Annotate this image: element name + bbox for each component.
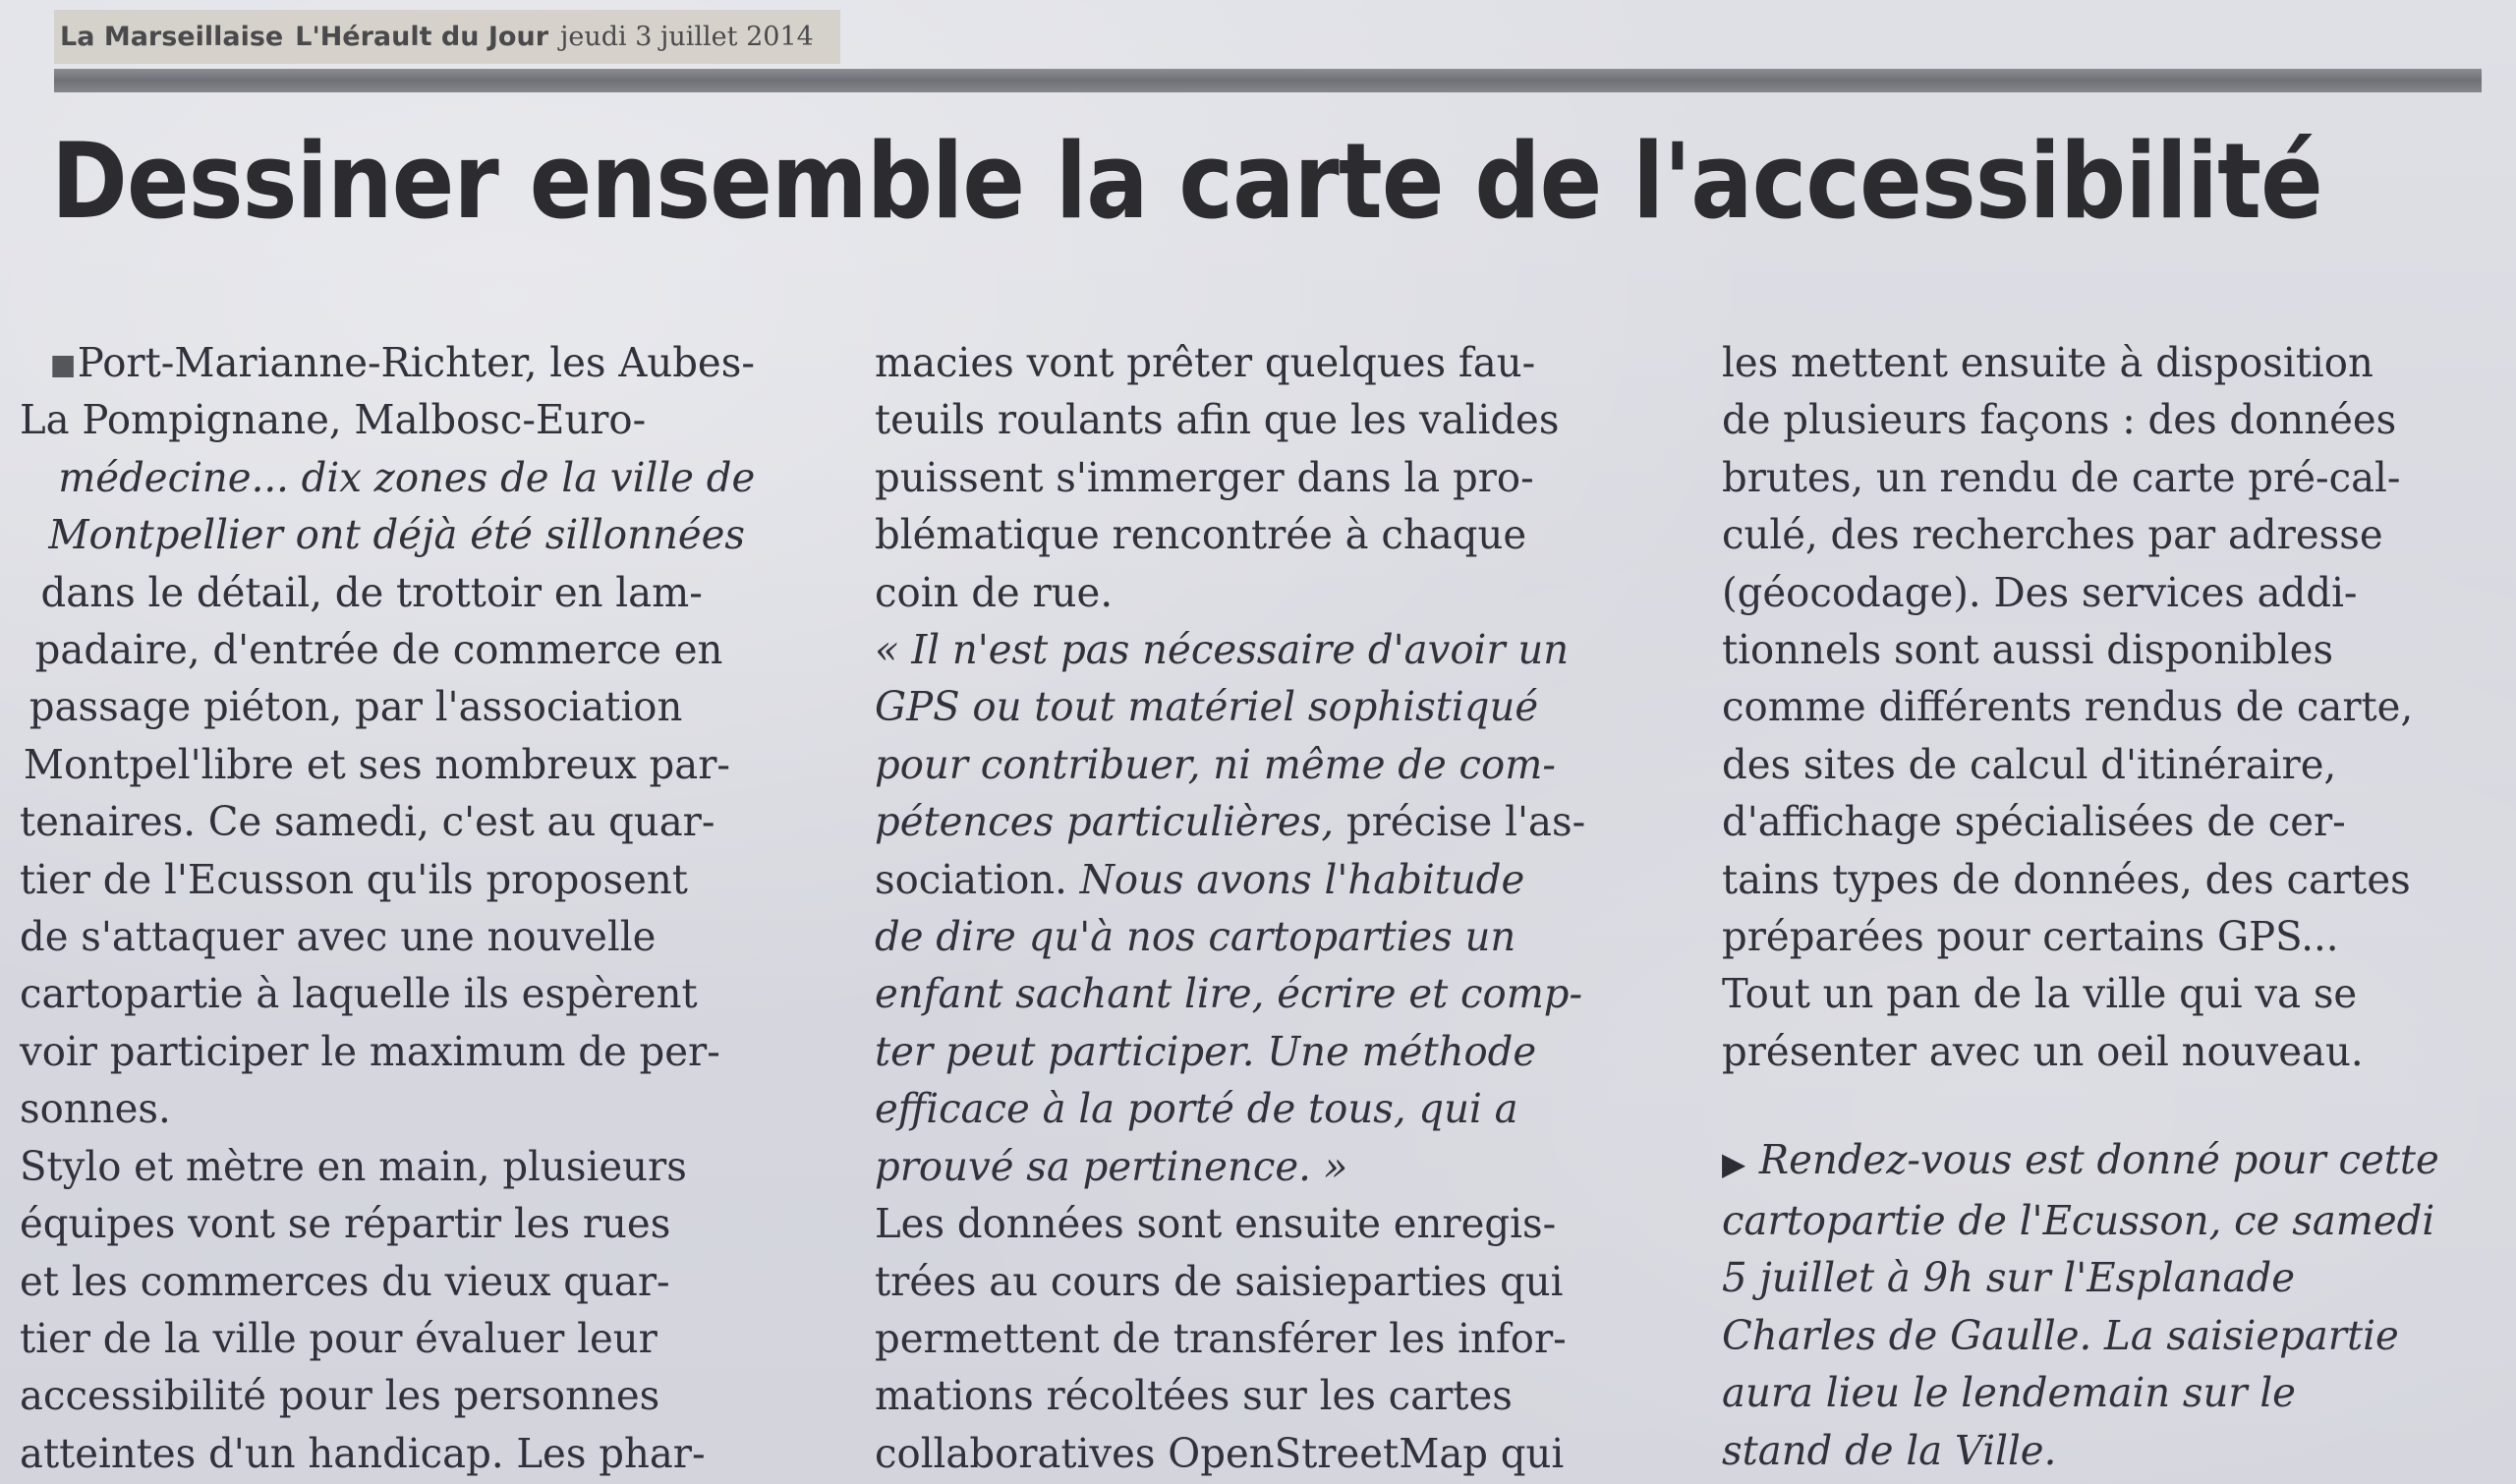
column-line: accessibilité pour les personnes — [20, 1372, 660, 1420]
column-line: GPS ou tout matériel sophistiqué — [875, 683, 1539, 731]
column-line: puissent s'immerger dans la pro- — [875, 453, 1534, 501]
masthead-edition: L'Hérault du Jour — [295, 22, 549, 52]
article-headline: Dessiner ensemble la carte de l'accessibilité — [51, 121, 2322, 242]
column-line: collaboratives OpenStreetMap qui — [875, 1429, 1565, 1477]
column-line: atteintes d'un handicap. Les phar- — [20, 1429, 706, 1477]
column-line: dans le détail, de trottoir en lam- — [40, 568, 703, 616]
infobox-line: stand de la Ville. — [1722, 1426, 2057, 1474]
column-line: comme différents rendus de carte, — [1722, 683, 2414, 731]
column-line: de plusieurs façons : des données — [1722, 396, 2397, 444]
column-line: prouvé sa pertinence. » — [875, 1142, 1348, 1190]
column-line: « Il n'est pas nécessaire d'avoir un — [875, 626, 1570, 674]
infobox-line: cartopartie de l'Ecusson, ce samedi — [1722, 1196, 2435, 1244]
column-line: blématique rencontrée à chaque — [875, 511, 1527, 559]
column-line: coin de rue. — [875, 568, 1114, 616]
column-line: pétences particulières, précise l'as- — [875, 798, 1586, 846]
column-line: sociation. Nous avons l'habitude — [875, 855, 1525, 903]
column-line: et les commerces du vieux quar- — [20, 1257, 670, 1305]
column-line: les mettent ensuite à disposition — [1722, 339, 2373, 386]
column-line: tier de la ville pour évaluer leur — [20, 1314, 658, 1362]
column-line: Les données sont ensuite enregis- — [875, 1200, 1557, 1248]
column-line: pour contribuer, ni même de com- — [875, 740, 1556, 788]
column-line: mations récoltées sur les cartes — [875, 1372, 1513, 1420]
column-line: (géocodage). Des services addi- — [1722, 568, 2358, 616]
column-line: tionnels sont aussi disponibles — [1722, 626, 2334, 674]
masthead — [54, 10, 840, 64]
column-line: trées au cours de saisieparties qui — [875, 1257, 1564, 1305]
column-line: voir participer le maximum de per- — [20, 1027, 720, 1075]
column-line: cartopartie à laquelle ils espèrent — [20, 970, 698, 1018]
column-line: La Pompignane, Malbosc-Euro- — [20, 396, 647, 444]
column-line: sonnes. — [20, 1085, 171, 1133]
column-line: ter peut participer. Une méthode — [875, 1027, 1537, 1075]
infobox-line: aura lieu le lendemain sur le — [1722, 1369, 2296, 1417]
column-line: des sites de calcul d'itinéraire, — [1722, 740, 2337, 788]
column-line: Montpel'libre et ses nombreux par- — [23, 740, 730, 788]
event-infobox — [1722, 1131, 2492, 1479]
masthead-date: jeudi 3 juillet 2014 — [560, 22, 814, 52]
column-line: de s'attaquer avec une nouvelle — [20, 913, 657, 961]
infobox-line: Charles de Gaulle. La saisiepartie — [1722, 1311, 2399, 1359]
column-line: tier de l'Ecusson qu'ils proposent — [20, 855, 688, 903]
header-rule — [54, 69, 2482, 92]
column-line: teuils roulants afin que les valides — [875, 396, 1560, 444]
lead-square-icon — [52, 356, 74, 377]
article-column-1 — [20, 334, 810, 1482]
column-line: de dire qu'à nos cartoparties un — [875, 913, 1516, 961]
column-line: préparées pour certains GPS... — [1722, 913, 2339, 961]
bullet-triangle-icon: ▶ — [1722, 1144, 1746, 1182]
column-line: padaire, d'entrée de commerce en — [34, 626, 723, 674]
column-line: passage piéton, par l'association — [29, 683, 683, 731]
column-line: équipes vont se répartir les rues — [20, 1200, 671, 1248]
paragraph-gap — [1722, 1080, 2492, 1131]
column-line: d'affichage spécialisées de cer- — [1722, 798, 2346, 846]
column-line: efficace à la porté de tous, qui a — [875, 1085, 1518, 1133]
column-line: médecine... dix zones de la ville de — [58, 453, 756, 501]
column-line: culé, des recherches par adresse — [1722, 511, 2383, 559]
infobox-line: 5 juillet à 9h sur l'Esplanade — [1722, 1254, 2296, 1302]
column-line: permettent de transférer les infor- — [875, 1314, 1567, 1362]
column-line: enfant sachant lire, écrire et comp- — [875, 970, 1583, 1018]
infobox-line: ▶ Rendez-vous est donné pour cette — [1722, 1131, 2492, 1192]
column-line: tenaires. Ce samedi, c'est au quar- — [20, 798, 715, 846]
column-line: tains types de données, des cartes — [1722, 855, 2411, 903]
article-column-3 — [1722, 334, 2492, 1479]
column-line: Stylo et mètre en main, plusieurs — [20, 1142, 687, 1190]
column-line: Port-Marianne-Richter, les Aubes- — [20, 334, 810, 391]
column-line: brutes, un rendu de carte pré-cal- — [1722, 453, 2401, 501]
column-line: Tout un pan de la ville qui va se — [1722, 970, 2358, 1018]
column-line: Montpellier ont déjà été sillonnées — [48, 511, 746, 559]
article-column-2 — [875, 334, 1674, 1482]
column-line: présenter avec un oeil nouveau. — [1722, 1027, 2364, 1075]
masthead-paper: La Marseillaise — [60, 22, 284, 52]
column-line: macies vont prêter quelques fau- — [875, 339, 1536, 386]
